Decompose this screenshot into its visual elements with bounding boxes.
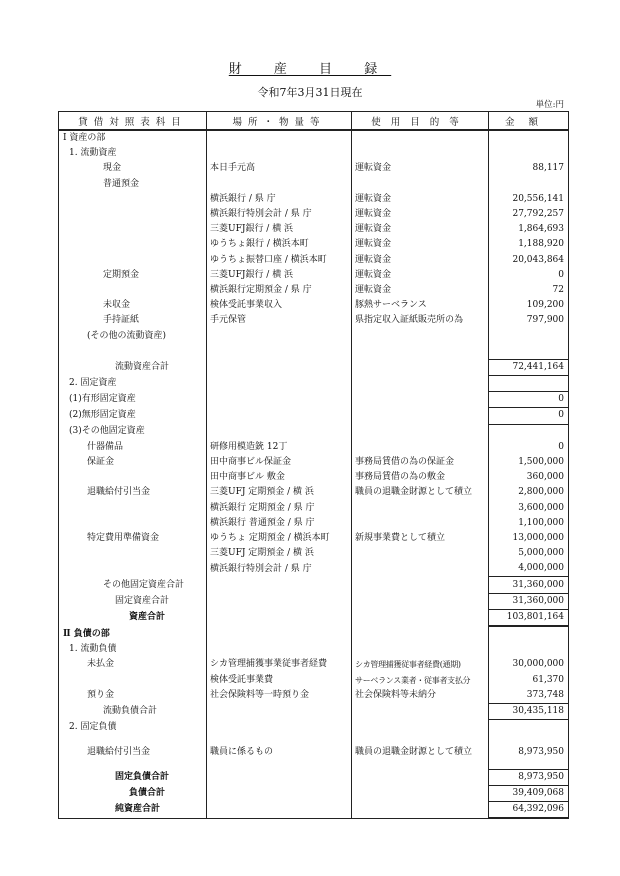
location-cell <box>207 328 352 343</box>
table-row <box>59 313 569 328</box>
purpose-cell <box>352 130 489 146</box>
location-cell: 横浜銀行 / 県 庁 <box>207 192 352 207</box>
purpose-cell: 県指定収入証紙販売所の為 <box>352 313 489 328</box>
table-row <box>59 642 569 657</box>
table-row <box>59 376 569 392</box>
table-row <box>59 802 569 819</box>
amount-cell: 2,800,000 <box>489 485 569 500</box>
account-cell: 預り金 <box>59 688 207 704</box>
table-row <box>59 161 569 176</box>
account-cell <box>59 237 207 252</box>
amount-cell: 39,409,068 <box>489 786 569 802</box>
location-cell <box>207 177 352 192</box>
purpose-cell: シカ管理捕獲従事者経費(通期) <box>352 657 489 672</box>
account-cell: 退職給付引当金 <box>59 735 207 769</box>
location-cell: 研修用模造銃 12丁 <box>207 440 352 455</box>
table-row <box>59 253 569 268</box>
amount-cell: 797,900 <box>489 313 569 328</box>
header-amount: 金額 <box>489 112 569 131</box>
table-row <box>59 177 569 192</box>
account-cell <box>59 673 207 688</box>
amount-cell: 0 <box>489 268 569 283</box>
purpose-cell <box>352 359 489 375</box>
amount-cell: 72 <box>489 283 569 298</box>
amount-cell <box>489 720 569 736</box>
table-row <box>59 657 569 672</box>
location-cell: 職員に係るもの <box>207 735 352 769</box>
amount-cell: 1,188,920 <box>489 237 569 252</box>
purpose-cell <box>352 408 489 424</box>
table-row <box>59 501 569 516</box>
table-body <box>59 130 569 818</box>
account-cell: 固定資産合計 <box>59 593 207 609</box>
table-row <box>59 786 569 802</box>
purpose-cell: 職員の退職金財源として積立 <box>352 735 489 769</box>
location-cell <box>207 609 352 626</box>
table-row <box>59 359 569 375</box>
location-cell <box>207 703 352 719</box>
location-cell: 三菱UFJ銀行 / 横 浜 <box>207 268 352 283</box>
account-cell: 普通預金 <box>59 177 207 192</box>
amount-cell <box>489 177 569 192</box>
amount-cell: 72,441,164 <box>489 359 569 375</box>
account-cell: 手持証紙 <box>59 313 207 328</box>
table-row <box>59 440 569 455</box>
account-cell: 負債合計 <box>59 786 207 802</box>
location-cell <box>207 130 352 146</box>
location-cell: 横浜銀行 定期預金 / 県 庁 <box>207 501 352 516</box>
table-header-row <box>59 112 569 131</box>
account-cell <box>59 207 207 222</box>
account-cell: 什器備品 <box>59 440 207 455</box>
amount-cell <box>489 130 569 146</box>
amount-cell: 1,100,000 <box>489 516 569 531</box>
location-cell <box>207 577 352 593</box>
table-row <box>59 626 569 642</box>
amount-cell: 103,801,164 <box>489 609 569 626</box>
table-row <box>59 720 569 736</box>
location-cell: 田中商事ビル 敷金 <box>207 470 352 485</box>
location-cell: 三菱UFJ 定期預金 / 横 浜 <box>207 485 352 500</box>
table-row <box>59 298 569 313</box>
amount-cell: 8,973,950 <box>489 735 569 769</box>
account-cell <box>59 283 207 298</box>
amount-cell: 30,000,000 <box>489 657 569 672</box>
table-row <box>59 593 569 609</box>
purpose-cell: 職員の退職金財源として積立 <box>352 485 489 500</box>
location-cell: 社会保険料等一時預り金 <box>207 688 352 704</box>
purpose-cell: 運転資金 <box>352 161 489 176</box>
amount-cell: 31,360,000 <box>489 593 569 609</box>
purpose-cell <box>352 516 489 531</box>
header-location: 場所・物量等 <box>207 112 352 131</box>
table-row <box>59 268 569 283</box>
header-purpose: 使用目的等 <box>352 112 489 131</box>
inventory-table <box>58 111 569 819</box>
location-cell <box>207 359 352 375</box>
location-cell: 三菱UFJ銀行 / 横 浜 <box>207 222 352 237</box>
purpose-cell <box>352 392 489 408</box>
location-cell: 横浜銀行定期預金 / 県 庁 <box>207 283 352 298</box>
account-cell <box>59 222 207 237</box>
purpose-cell <box>352 561 489 577</box>
location-cell <box>207 642 352 657</box>
table-row <box>59 485 569 500</box>
location-cell <box>207 769 352 785</box>
account-cell <box>59 470 207 485</box>
purpose-cell: 運転資金 <box>352 222 489 237</box>
location-cell <box>207 786 352 802</box>
purpose-cell: 社会保険料等未納分 <box>352 688 489 704</box>
purpose-cell: 新規事業費として積立 <box>352 531 489 546</box>
purpose-cell <box>352 146 489 161</box>
account-cell: (2)無形固定資産 <box>59 408 207 424</box>
account-cell: 固定負債合計 <box>59 769 207 785</box>
table-row <box>59 455 569 470</box>
location-cell: 横浜銀行 普通預金 / 県 庁 <box>207 516 352 531</box>
purpose-cell: 運転資金 <box>352 237 489 252</box>
account-cell: 純資産合計 <box>59 802 207 819</box>
amount-cell <box>489 328 569 343</box>
location-cell <box>207 424 352 440</box>
purpose-cell: 運転資金 <box>352 192 489 207</box>
purpose-cell: サーベランス業者・従事者支払分 <box>352 673 489 688</box>
document-title: 財 産 目 録 <box>228 62 392 77</box>
account-cell: 保証金 <box>59 455 207 470</box>
amount-cell: 3,600,000 <box>489 501 569 516</box>
amount-cell: 8,973,950 <box>489 769 569 785</box>
table-row <box>59 735 569 769</box>
table-row <box>59 546 569 561</box>
amount-cell: 360,000 <box>489 470 569 485</box>
purpose-cell <box>352 720 489 736</box>
account-cell: 退職給付引当金 <box>59 485 207 500</box>
table-row <box>59 531 569 546</box>
table-row <box>59 688 569 704</box>
table-row <box>59 703 569 719</box>
table-row <box>59 392 569 408</box>
location-cell: 横浜銀行特別会計 / 県 庁 <box>207 561 352 577</box>
purpose-cell: 事務局賃借の為の敷金 <box>352 470 489 485</box>
amount-cell: 1,864,693 <box>489 222 569 237</box>
location-cell <box>207 376 352 392</box>
purpose-cell: 事務局賃借の為の保証金 <box>352 455 489 470</box>
account-cell: 1. 流動負債 <box>59 642 207 657</box>
amount-cell <box>489 376 569 392</box>
account-cell: 特定費用準備資金 <box>59 531 207 546</box>
account-cell <box>59 253 207 268</box>
purpose-cell: 豚熱サーベランス <box>352 298 489 313</box>
amount-cell: 88,117 <box>489 161 569 176</box>
location-cell: 本日手元高 <box>207 161 352 176</box>
purpose-cell <box>352 546 489 561</box>
purpose-cell <box>352 577 489 593</box>
amount-cell: 27,792,257 <box>489 207 569 222</box>
account-cell: (3)その他固定資産 <box>59 424 207 440</box>
table-row <box>59 408 569 424</box>
table-row <box>59 609 569 626</box>
table-row <box>59 207 569 222</box>
amount-cell <box>489 344 569 360</box>
amount-cell: 20,043,864 <box>489 253 569 268</box>
location-cell: ゆうちょ 定期預金 / 横浜本町 <box>207 531 352 546</box>
location-cell: 横浜銀行特別会計 / 県 庁 <box>207 207 352 222</box>
account-cell: 2. 固定資産 <box>59 376 207 392</box>
amount-cell: 61,370 <box>489 673 569 688</box>
table-row <box>59 769 569 785</box>
amount-cell: 20,556,141 <box>489 192 569 207</box>
purpose-cell <box>352 769 489 785</box>
table-row <box>59 344 569 360</box>
location-cell: 田中商事ビル保証金 <box>207 455 352 470</box>
purpose-cell <box>352 786 489 802</box>
account-cell: 現金 <box>59 161 207 176</box>
table-row <box>59 192 569 207</box>
unit-label: 単位:円 <box>535 100 564 110</box>
table-row <box>59 673 569 688</box>
purpose-cell <box>352 593 489 609</box>
amount-cell: 64,392,096 <box>489 802 569 819</box>
table-row <box>59 328 569 343</box>
header-account: 貸借対照表科目 <box>59 112 207 131</box>
account-cell <box>59 501 207 516</box>
table-row <box>59 237 569 252</box>
account-cell: 流動資産合計 <box>59 359 207 375</box>
amount-cell: 1,500,000 <box>489 455 569 470</box>
account-cell: 流動負債合計 <box>59 703 207 719</box>
amount-cell: 30,435,118 <box>489 703 569 719</box>
amount-cell: 373,748 <box>489 688 569 704</box>
purpose-cell <box>352 328 489 343</box>
account-cell: その他固定資産合計 <box>59 577 207 593</box>
purpose-cell: 運転資金 <box>352 253 489 268</box>
purpose-cell <box>352 609 489 626</box>
account-cell <box>59 516 207 531</box>
location-cell: ゆうちょ銀行 / 横浜本町 <box>207 237 352 252</box>
purpose-cell <box>352 376 489 392</box>
amount-cell: 31,360,000 <box>489 577 569 593</box>
account-cell: 定期預金 <box>59 268 207 283</box>
account-cell: Ⅰ 資産の部 <box>59 130 207 146</box>
location-cell: 検体受託事業費 <box>207 673 352 688</box>
account-cell: Ⅱ 負債の部 <box>59 626 207 642</box>
account-cell: 2. 固定負債 <box>59 720 207 736</box>
purpose-cell <box>352 440 489 455</box>
location-cell <box>207 344 352 360</box>
account-cell: 未払金 <box>59 657 207 672</box>
amount-cell <box>489 626 569 642</box>
table-row <box>59 424 569 440</box>
amount-cell: 13,000,000 <box>489 531 569 546</box>
purpose-cell: 運転資金 <box>352 268 489 283</box>
location-cell: ゆうちょ振替口座 / 横浜本町 <box>207 253 352 268</box>
amount-cell: 5,000,000 <box>489 546 569 561</box>
purpose-cell <box>352 501 489 516</box>
location-cell <box>207 802 352 819</box>
as-of-date: 令和7年3月31日現在 <box>257 86 363 99</box>
location-cell <box>207 392 352 408</box>
amount-cell <box>489 424 569 440</box>
table-row <box>59 222 569 237</box>
purpose-cell: 運転資金 <box>352 283 489 298</box>
purpose-cell <box>352 344 489 360</box>
table-row <box>59 146 569 161</box>
location-cell: 手元保管 <box>207 313 352 328</box>
table-row <box>59 130 569 146</box>
location-cell <box>207 626 352 642</box>
amount-cell <box>489 642 569 657</box>
account-cell: (1)有形固定資産 <box>59 392 207 408</box>
purpose-cell <box>352 642 489 657</box>
location-cell <box>207 720 352 736</box>
table-row <box>59 561 569 577</box>
account-cell: 未収金 <box>59 298 207 313</box>
account-cell: (その他の流動資産) <box>59 328 207 343</box>
purpose-cell <box>352 626 489 642</box>
amount-cell: 0 <box>489 408 569 424</box>
purpose-cell <box>352 802 489 819</box>
location-cell <box>207 408 352 424</box>
location-cell: 三菱UFJ 定期預金 / 横 浜 <box>207 546 352 561</box>
location-cell: 検体受託事業収入 <box>207 298 352 313</box>
account-cell <box>59 546 207 561</box>
table-row <box>59 283 569 298</box>
location-cell <box>207 593 352 609</box>
purpose-cell <box>352 177 489 192</box>
amount-cell: 0 <box>489 392 569 408</box>
account-cell <box>59 192 207 207</box>
purpose-cell <box>352 424 489 440</box>
table-row <box>59 577 569 593</box>
account-cell: 資産合計 <box>59 609 207 626</box>
location-cell: シカ管理捕獲事業従事者経費 <box>207 657 352 672</box>
amount-cell: 4,000,000 <box>489 561 569 577</box>
table-row <box>59 470 569 485</box>
amount-cell <box>489 146 569 161</box>
table-row <box>59 516 569 531</box>
purpose-cell <box>352 703 489 719</box>
account-cell <box>59 344 207 360</box>
amount-cell: 0 <box>489 440 569 455</box>
amount-cell: 109,200 <box>489 298 569 313</box>
purpose-cell: 運転資金 <box>352 207 489 222</box>
account-cell <box>59 561 207 577</box>
account-cell: 1. 流動資産 <box>59 146 207 161</box>
location-cell <box>207 146 352 161</box>
